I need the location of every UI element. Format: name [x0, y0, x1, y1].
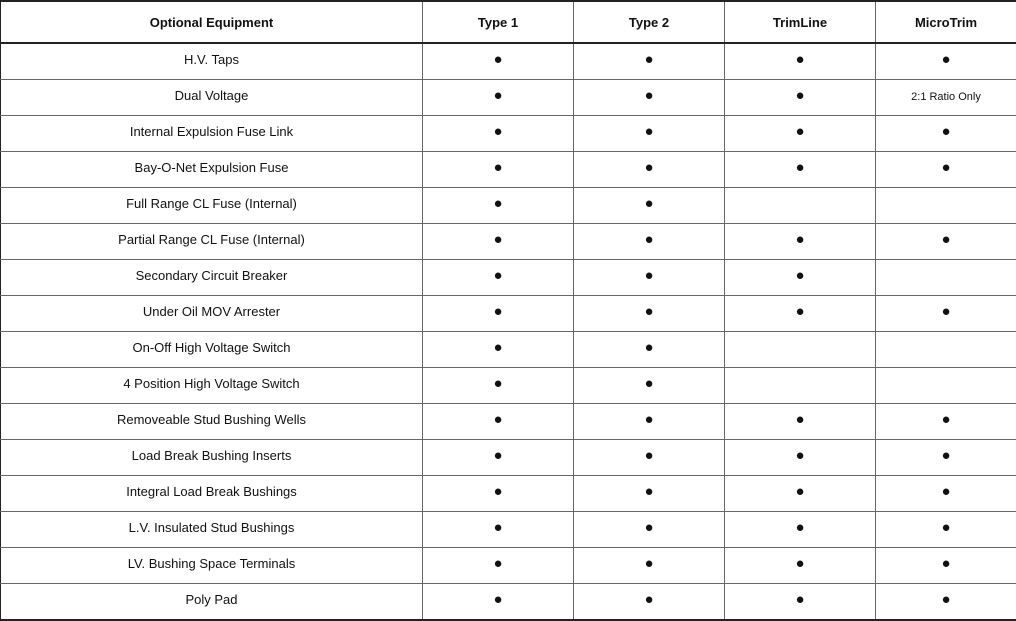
table-row — [1, 332, 1016, 368]
included-dot-icon: ● — [644, 519, 654, 536]
included-dot-icon: ● — [795, 411, 805, 428]
equipment-label-cell — [1, 368, 423, 404]
equipment-label: Secondary Circuit Breaker — [135, 268, 288, 283]
included-dot-icon: ● — [795, 591, 805, 608]
included-dot-icon: ● — [493, 483, 503, 500]
included-dot-icon: ● — [795, 51, 805, 68]
cell-type-2 — [574, 440, 725, 476]
included-dot-icon: ● — [941, 231, 951, 248]
included-dot-icon: ● — [795, 483, 805, 500]
table-row — [1, 296, 1016, 332]
cell-trimline — [725, 548, 876, 584]
cell-microtrim — [876, 404, 1016, 440]
cell-type-2 — [574, 368, 725, 404]
included-dot-icon: ● — [493, 411, 503, 428]
included-dot-icon: ● — [493, 51, 503, 68]
included-dot-icon: ● — [644, 447, 654, 464]
included-dot-icon: ● — [493, 375, 503, 392]
cell-trimline — [725, 440, 876, 476]
cell-type-2 — [574, 332, 725, 368]
equipment-label-cell — [1, 80, 423, 116]
cell-trimline — [725, 584, 876, 621]
equipment-label: L.V. Insulated Stud Bushings — [128, 520, 295, 535]
equipment-label-cell — [1, 188, 423, 224]
equipment-label: Full Range CL Fuse (Internal) — [126, 196, 297, 211]
included-dot-icon: ● — [795, 87, 805, 104]
included-dot-icon: ● — [644, 591, 654, 608]
equipment-label: On-Off High Voltage Switch — [132, 340, 291, 355]
equipment-label-cell — [1, 224, 423, 260]
included-dot-icon: ● — [493, 123, 503, 140]
equipment-label: LV. Bushing Space Terminals — [127, 556, 296, 571]
cell-trimline — [725, 188, 876, 224]
included-dot-icon: ● — [644, 195, 654, 212]
table-row — [1, 476, 1016, 512]
table-header — [1, 1, 1016, 43]
cell-microtrim — [876, 152, 1016, 188]
included-dot-icon: ● — [644, 555, 654, 572]
cell-type-1 — [423, 116, 574, 152]
cell-trimline — [725, 368, 876, 404]
table-row — [1, 116, 1016, 152]
cell-type-1 — [423, 80, 574, 116]
cell-type-1 — [423, 43, 574, 80]
equipment-label-cell — [1, 584, 423, 621]
included-dot-icon: ● — [941, 447, 951, 464]
cell-type-2 — [574, 404, 725, 440]
equipment-label-cell — [1, 512, 423, 548]
table-row — [1, 368, 1016, 404]
included-dot-icon: ● — [493, 519, 503, 536]
cell-type-2 — [574, 260, 725, 296]
cell-type-2 — [574, 584, 725, 621]
cell-trimline — [725, 152, 876, 188]
cell-type-1 — [423, 332, 574, 368]
included-dot-icon: ● — [644, 51, 654, 68]
equipment-label: Internal Expulsion Fuse Link — [129, 124, 294, 139]
cell-microtrim — [876, 548, 1016, 584]
included-dot-icon: ● — [493, 159, 503, 176]
cell-type-2 — [574, 296, 725, 332]
included-dot-icon: ● — [644, 123, 654, 140]
cell-type-1 — [423, 476, 574, 512]
included-dot-icon: ● — [941, 123, 951, 140]
included-dot-icon: ● — [795, 519, 805, 536]
included-dot-icon: ● — [644, 375, 654, 392]
included-dot-icon: ● — [795, 267, 805, 284]
header-trimline: TrimLine — [725, 1, 876, 43]
header-row — [1, 1, 1016, 43]
included-dot-icon: ● — [941, 591, 951, 608]
cell-type-1 — [423, 584, 574, 621]
cell-microtrim — [876, 512, 1016, 548]
equipment-label-cell — [1, 152, 423, 188]
equipment-label-cell — [1, 116, 423, 152]
table-row — [1, 224, 1016, 260]
cell-type-2 — [574, 43, 725, 80]
table-row — [1, 43, 1016, 80]
included-dot-icon: ● — [644, 339, 654, 356]
table-row — [1, 548, 1016, 584]
included-dot-icon: ● — [941, 519, 951, 536]
cell-microtrim — [876, 116, 1016, 152]
cell-type-1 — [423, 548, 574, 584]
included-dot-icon: ● — [941, 51, 951, 68]
equipment-label: Under Oil MOV Arrester — [142, 304, 281, 319]
included-dot-icon: ● — [644, 231, 654, 248]
header-type-2: Type 2 — [574, 1, 725, 43]
table-row — [1, 404, 1016, 440]
cell-type-2 — [574, 512, 725, 548]
cell-type-2 — [574, 224, 725, 260]
cell-trimline — [725, 116, 876, 152]
cell-trimline — [725, 512, 876, 548]
equipment-label-cell — [1, 404, 423, 440]
cell-trimline — [725, 43, 876, 80]
cell-type-1 — [423, 404, 574, 440]
included-dot-icon: ● — [644, 303, 654, 320]
included-dot-icon: ● — [795, 555, 805, 572]
table-body — [1, 43, 1016, 620]
cell-microtrim — [876, 188, 1016, 224]
equipment-label-cell — [1, 548, 423, 584]
cell-microtrim — [876, 584, 1016, 621]
included-dot-icon: ● — [493, 195, 503, 212]
included-dot-icon: ● — [941, 483, 951, 500]
included-dot-icon: ● — [493, 87, 503, 104]
included-dot-icon: ● — [795, 123, 805, 140]
cell-trimline — [725, 80, 876, 116]
cell-microtrim — [876, 80, 1016, 116]
cell-trimline — [725, 404, 876, 440]
table-row — [1, 440, 1016, 476]
cell-type-2 — [574, 80, 725, 116]
included-dot-icon: ● — [644, 267, 654, 284]
equipment-label-cell — [1, 476, 423, 512]
cell-microtrim — [876, 368, 1016, 404]
cell-trimline — [725, 296, 876, 332]
included-dot-icon: ● — [644, 411, 654, 428]
included-dot-icon: ● — [493, 339, 503, 356]
equipment-label-cell — [1, 43, 423, 80]
cell-microtrim — [876, 476, 1016, 512]
table-row — [1, 188, 1016, 224]
included-dot-icon: ● — [795, 159, 805, 176]
cell-type-2 — [574, 548, 725, 584]
included-dot-icon: ● — [644, 159, 654, 176]
included-dot-icon: ● — [795, 447, 805, 464]
equipment-label: 4 Position High Voltage Switch — [123, 376, 300, 391]
included-dot-icon: ● — [493, 447, 503, 464]
cell-type-1 — [423, 188, 574, 224]
included-dot-icon: ● — [493, 267, 503, 284]
equipment-label: Load Break Bushing Inserts — [131, 448, 292, 463]
cell-type-2 — [574, 476, 725, 512]
cell-note: 2:1 Ratio Only — [911, 91, 981, 103]
equipment-label-cell — [1, 260, 423, 296]
cell-type-1 — [423, 296, 574, 332]
included-dot-icon: ● — [644, 87, 654, 104]
equipment-label: Poly Pad — [185, 592, 238, 607]
included-dot-icon: ● — [941, 303, 951, 320]
header-optional-equipment: Optional Equipment — [1, 1, 423, 43]
table-row — [1, 260, 1016, 296]
included-dot-icon: ● — [795, 303, 805, 320]
included-dot-icon: ● — [795, 231, 805, 248]
cell-microtrim — [876, 440, 1016, 476]
equipment-label: Dual Voltage — [174, 88, 249, 103]
table-row — [1, 152, 1016, 188]
included-dot-icon: ● — [941, 159, 951, 176]
header-type-1: Type 1 — [423, 1, 574, 43]
cell-type-1 — [423, 224, 574, 260]
cell-type-1 — [423, 440, 574, 476]
included-dot-icon: ● — [493, 231, 503, 248]
cell-type-1 — [423, 368, 574, 404]
cell-type-1 — [423, 152, 574, 188]
cell-trimline — [725, 260, 876, 296]
included-dot-icon: ● — [941, 411, 951, 428]
equipment-label-cell — [1, 440, 423, 476]
cell-trimline — [725, 224, 876, 260]
cell-trimline — [725, 332, 876, 368]
cell-microtrim — [876, 332, 1016, 368]
cell-microtrim — [876, 296, 1016, 332]
equipment-label: Removeable Stud Bushing Wells — [116, 412, 307, 427]
included-dot-icon: ● — [493, 303, 503, 320]
cell-microtrim — [876, 224, 1016, 260]
equipment-label: Integral Load Break Bushings — [126, 484, 297, 499]
header-microtrim: MicroTrim — [876, 1, 1016, 43]
cell-type-1 — [423, 512, 574, 548]
equipment-label-cell — [1, 332, 423, 368]
equipment-label: Bay-O-Net Expulsion Fuse — [134, 160, 289, 175]
included-dot-icon: ● — [493, 591, 503, 608]
equipment-label: Partial Range CL Fuse (Internal) — [118, 232, 305, 247]
equipment-label-cell — [1, 296, 423, 332]
table-row — [1, 80, 1016, 116]
cell-trimline — [725, 476, 876, 512]
cell-type-2 — [574, 152, 725, 188]
equipment-label: H.V. Taps — [184, 52, 239, 67]
cell-type-1 — [423, 260, 574, 296]
cell-type-2 — [574, 188, 725, 224]
included-dot-icon: ● — [493, 555, 503, 572]
table-row — [1, 584, 1016, 621]
cell-type-2 — [574, 116, 725, 152]
cell-microtrim — [876, 43, 1016, 80]
table-row — [1, 512, 1016, 548]
included-dot-icon: ● — [644, 483, 654, 500]
cell-microtrim — [876, 260, 1016, 296]
included-dot-icon: ● — [941, 555, 951, 572]
